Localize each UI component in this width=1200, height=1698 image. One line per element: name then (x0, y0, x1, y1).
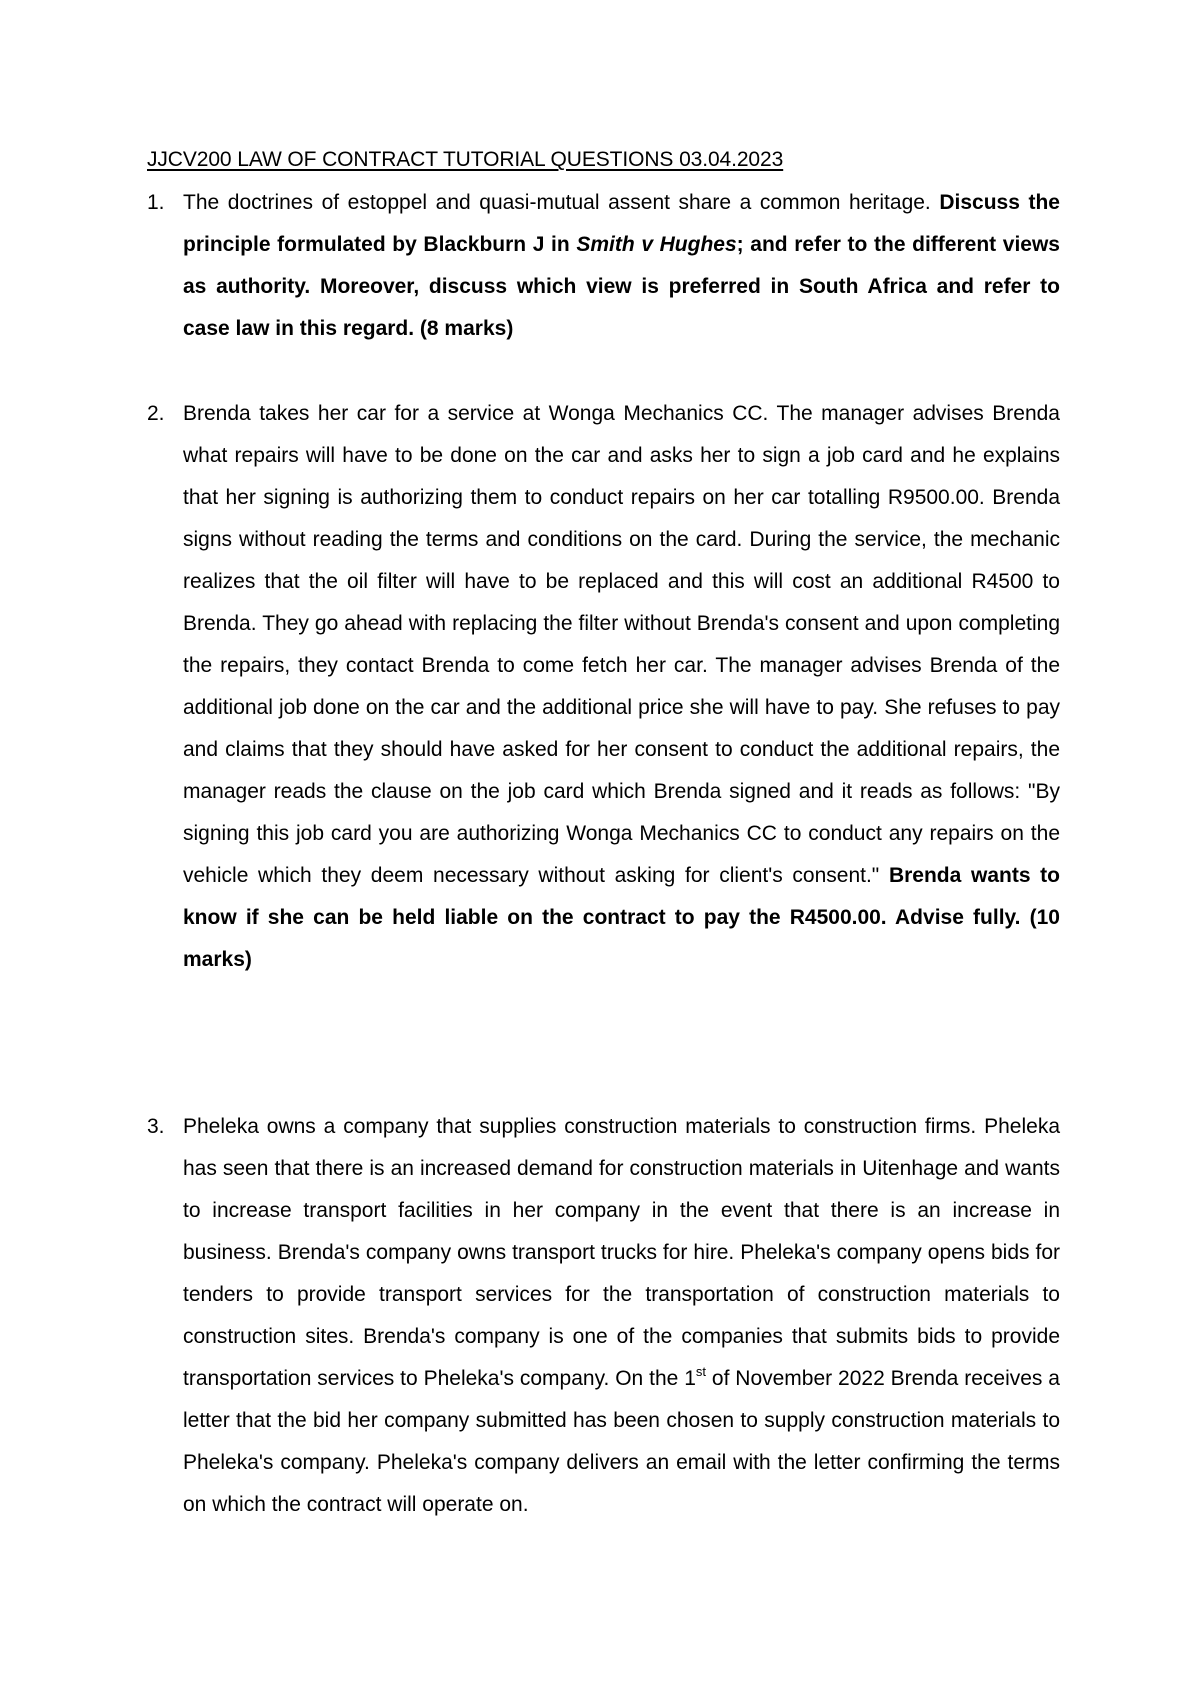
question-body (183, 1106, 1060, 1526)
case-name: Smith v Hughes (576, 233, 737, 256)
question-body (183, 182, 1060, 350)
document-title: JJCV200 LAW OF CONTRACT TUTORIAL QUESTIONS 03.04.2023 (147, 148, 784, 171)
question-2 (147, 393, 1060, 981)
question-instruction-cont: ; and refer to the different views as authority. Moreover, discuss which view is preferred in South Africa and refer to case law in this regard. (8 marks) (183, 233, 1060, 340)
question-number: 2. (147, 402, 165, 425)
question-3 (147, 1106, 1060, 1526)
question-instruction: Brenda wants to know if she can be held liable on the contract to pay the R4500.00. Advise fully. (10 marks) (183, 864, 1061, 971)
question-number: 1. (147, 191, 165, 214)
question-body (183, 393, 1060, 981)
question-instruction: Discuss the principle formulated by Blackburn J in (183, 191, 1060, 256)
question-intro: The doctrines of estoppel and quasi-mutual assent share a common heritage. (183, 191, 931, 214)
question-number: 3. (147, 1115, 165, 1138)
ordinal-suffix: st (695, 1364, 706, 1379)
question-1 (147, 182, 1060, 350)
question-scenario-cont: of November 2022 Brenda receives a letter that the bid her company submitted has been chosen to supply construction materials to Pheleka's company. Pheleka's company delivers an email with the letter confirming the terms on which the contract will operate on. (183, 1367, 1060, 1516)
question-scenario: Brenda takes her car for a service at Wonga Mechanics CC. The manager advises Brenda what repairs will have to be done on the car and asks her to sign a job card and he explains that her signing is authorizing them to conduct repairs on her car totalling R9500.00. Brenda signs without reading the terms and conditions on the card. During the service, the mechanic realizes that the oil filter will have to be replaced and this will cost an additional R4500 to Brenda. They go ahead with replacing the filter without Brenda's consent and upon completing the repairs, they contact Brenda to come fetch her car. The manager advises Brenda of the additional job done on the car and the additional price she will have to pay. She refuses to pay and claims that they should have asked for her consent to conduct the additional repairs, the manager reads the clause on the job card which Brenda signed and it reads as follows: "By signing this job card you are authorizing Wonga Mechanics CC to conduct any repairs on the vehicle which they deem necessary without asking for client's consent." (183, 402, 1060, 887)
question-scenario: Pheleka owns a company that supplies construction materials to construction firms. Pheleka has seen that there is an increased demand for construction materials in Uitenhage and wants to increase transport facilities in her company in the event that there is an increase in business. Brenda's company owns transport trucks for hire. Pheleka's company opens bids for tenders to provide transport services for the transportation of construction materials to construction sites. Brenda's company is one of the companies that submits bids to provide transportation services to Pheleka's company. On the 1 (183, 1115, 1060, 1390)
